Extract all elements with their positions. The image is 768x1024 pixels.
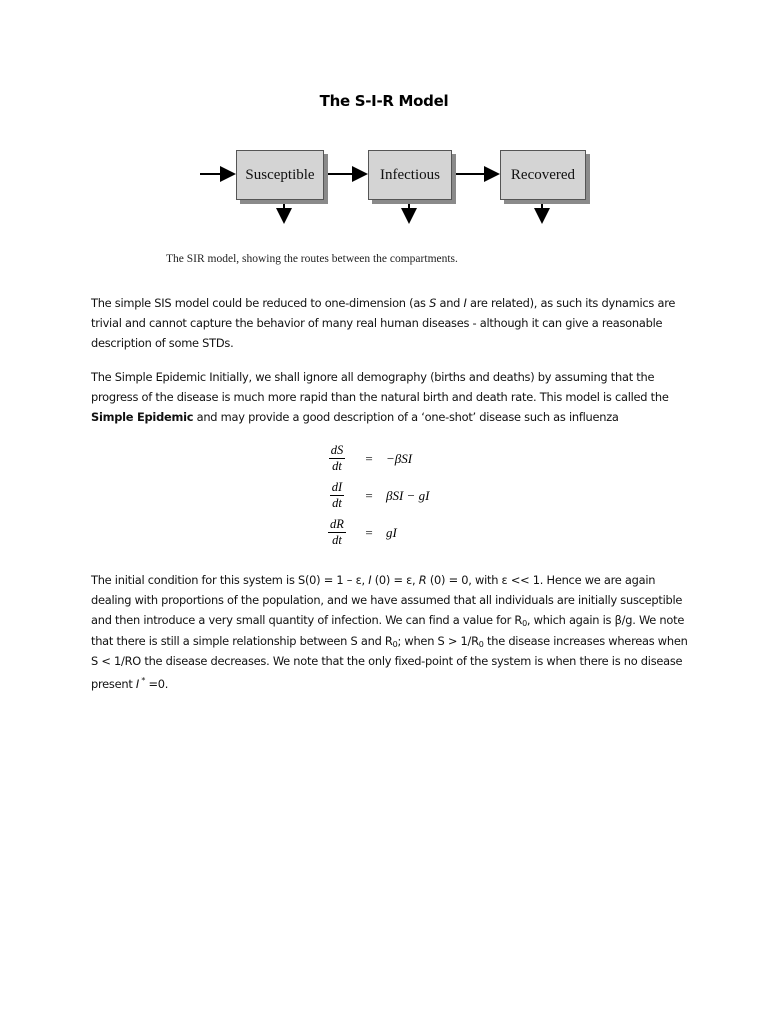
paragraph-simple-epidemic: The Simple Epidemic Initially, we shall ignore all demography (births and deaths) by assuming that the progress of the disease is much more rapid than the natural birth and death rate. This model is called the Simple Epidemic and may provide a good description of a ‘one-shot’ disease such as influenza <box>91 370 669 425</box>
equation-di: $\frac{dI}{dt}$ = βSI − gI <box>331 480 430 510</box>
equations <box>322 440 429 551</box>
recovered-box: Recovered <box>500 150 586 200</box>
sir-diagram <box>190 138 600 238</box>
susceptible-box: Susceptible <box>236 150 324 200</box>
equation-dr: $\frac{dR}{dt}$ = gI <box>330 517 397 547</box>
paragraph-sis: The simple SIS model could be reduced to one-dimension (as S and I are related), as such its dynamics are trivial and cannot capture the behavior of many real human diseases - although it can give a reasonable description of some STDs. <box>91 296 676 351</box>
paragraph-initial-condition: The initial condition for this system is S(0) = 1 – ε, I (0) = ε, R (0) = 0, with ε << 1. Hence we are again dealing with proportions of the population, and we have assumed that all individuals are initially susceptible and then introduce a very small quantity of infection. We can find a value for $R_0$, which again is β/g. We note that there is still a simple relationship between S and $R_0$; when $S > 1/R_0$ the disease increases whereas when S < 1/RO the disease decreases. We note that the only fixed-point of the system is when there is no disease present I * =0. <box>91 573 688 691</box>
infectious-box: Infectious <box>368 150 452 200</box>
equation-ds: $\frac{dS}{dt}$ = −βSI <box>330 443 413 473</box>
page-title: The S-I-R Model <box>319 92 449 110</box>
figure-caption: The SIR model, showing the routes between the compartments. <box>166 253 458 265</box>
